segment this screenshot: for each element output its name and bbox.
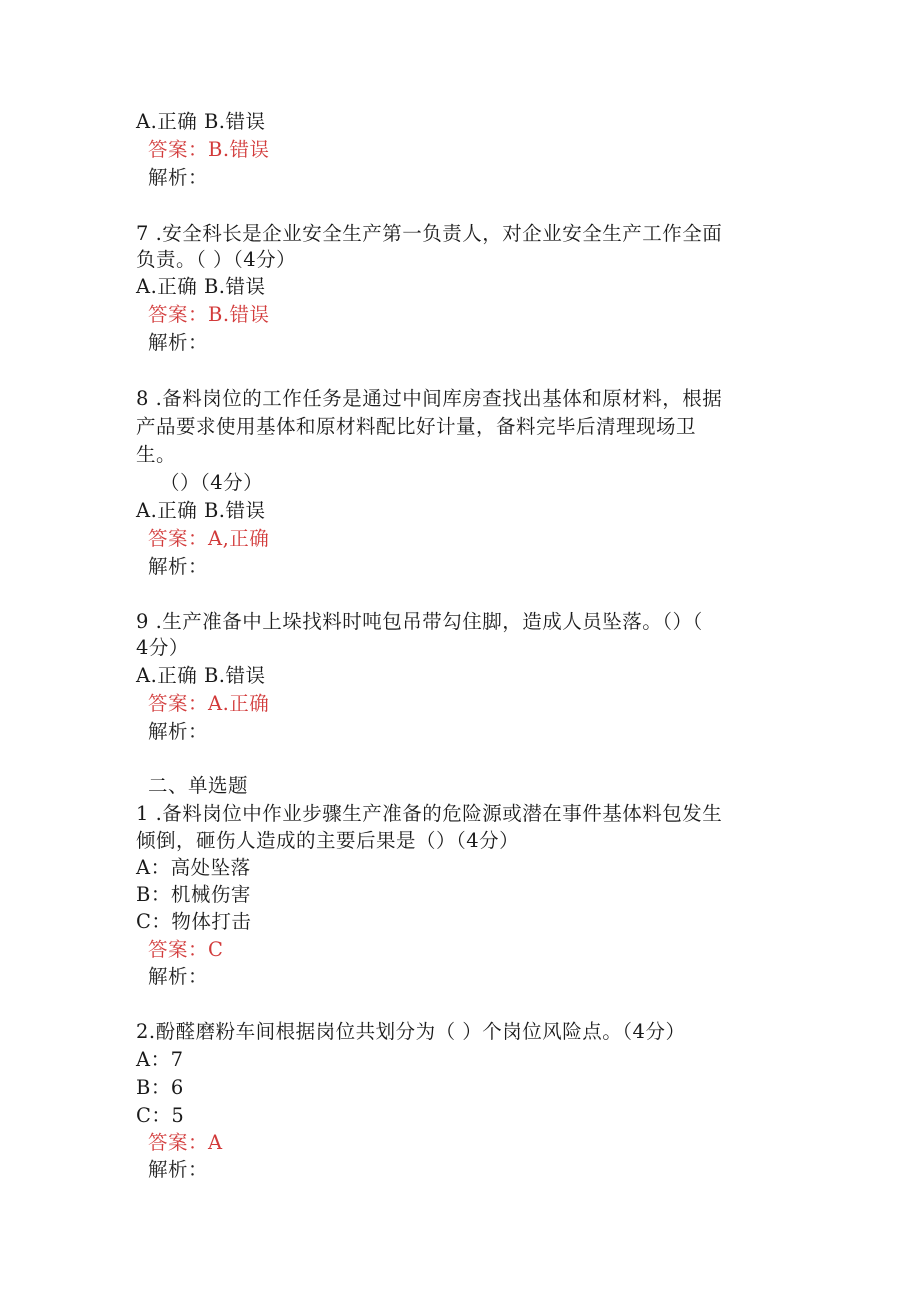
s2-option-a: A：7 bbox=[136, 1048, 184, 1071]
top-options: A.正确 B.错误 bbox=[136, 110, 266, 133]
s2-analysis: 解析： bbox=[148, 1158, 209, 1181]
q8-options: A.正确 B.错误 bbox=[136, 499, 266, 522]
q8-answer: 答案：A,正确 bbox=[148, 527, 270, 550]
q9-answer: 答案：A.正确 bbox=[148, 692, 270, 715]
q9-analysis: 解析： bbox=[148, 720, 209, 743]
s1-text-line2: 倾倒，砸伤人造成的主要后果是（）（4分） bbox=[136, 829, 520, 852]
q7-answer: 答案：B.错误 bbox=[148, 303, 270, 326]
s2-answer: 答案：A bbox=[148, 1131, 223, 1154]
q7-text-line1: 7 .安全科长是企业安全生产第一负责人，对企业安全生产工作全面 bbox=[136, 222, 723, 245]
q9-options: A.正确 B.错误 bbox=[136, 664, 266, 687]
q7-text-line2: 负责。（ ）（4分） bbox=[136, 248, 297, 271]
s1-analysis: 解析： bbox=[148, 965, 209, 988]
q8-text-line3: 生。 bbox=[136, 443, 177, 466]
q8-analysis: 解析： bbox=[148, 555, 209, 578]
q9-text-line2: 4分） bbox=[136, 636, 189, 659]
s1-option-b: B：机械伤害 bbox=[136, 883, 251, 906]
section-heading-single-choice: 二、单选题 bbox=[148, 774, 249, 797]
q9-text-line1: 9 .生产准备中上垛找料时吨包吊带勾住脚，造成人员坠落。（）（ bbox=[136, 610, 703, 633]
s2-option-b: B：6 bbox=[136, 1076, 184, 1099]
q8-text-line2: 产品要求使用基体和原材料配比好计量，备料完毕后清理现场卫 bbox=[136, 415, 697, 438]
q8-text-line1: 8 .备料岗位的工作任务是通过中间库房查找出基体和原材料，根据 bbox=[136, 387, 723, 410]
top-answer: 答案：B.错误 bbox=[148, 138, 270, 161]
top-analysis: 解析： bbox=[148, 166, 209, 189]
s2-option-c: C：5 bbox=[136, 1104, 185, 1127]
s1-option-c: C：物体打击 bbox=[136, 910, 252, 933]
q8-text-line4: （）（4分） bbox=[160, 471, 264, 494]
s2-text-line1: 2.酚醛磨粉车间根据岗位共划分为（ ）个岗位风险点。（4分） bbox=[136, 1020, 686, 1043]
q7-analysis: 解析： bbox=[148, 331, 209, 354]
q7-options: A.正确 B.错误 bbox=[136, 275, 266, 298]
s1-option-a: A：高处坠落 bbox=[136, 856, 251, 879]
s1-answer: 答案：C bbox=[148, 938, 224, 961]
s1-text-line1: 1 .备料岗位中作业步骤生产准备的危险源或潜在事件基体料包发生 bbox=[136, 802, 723, 825]
